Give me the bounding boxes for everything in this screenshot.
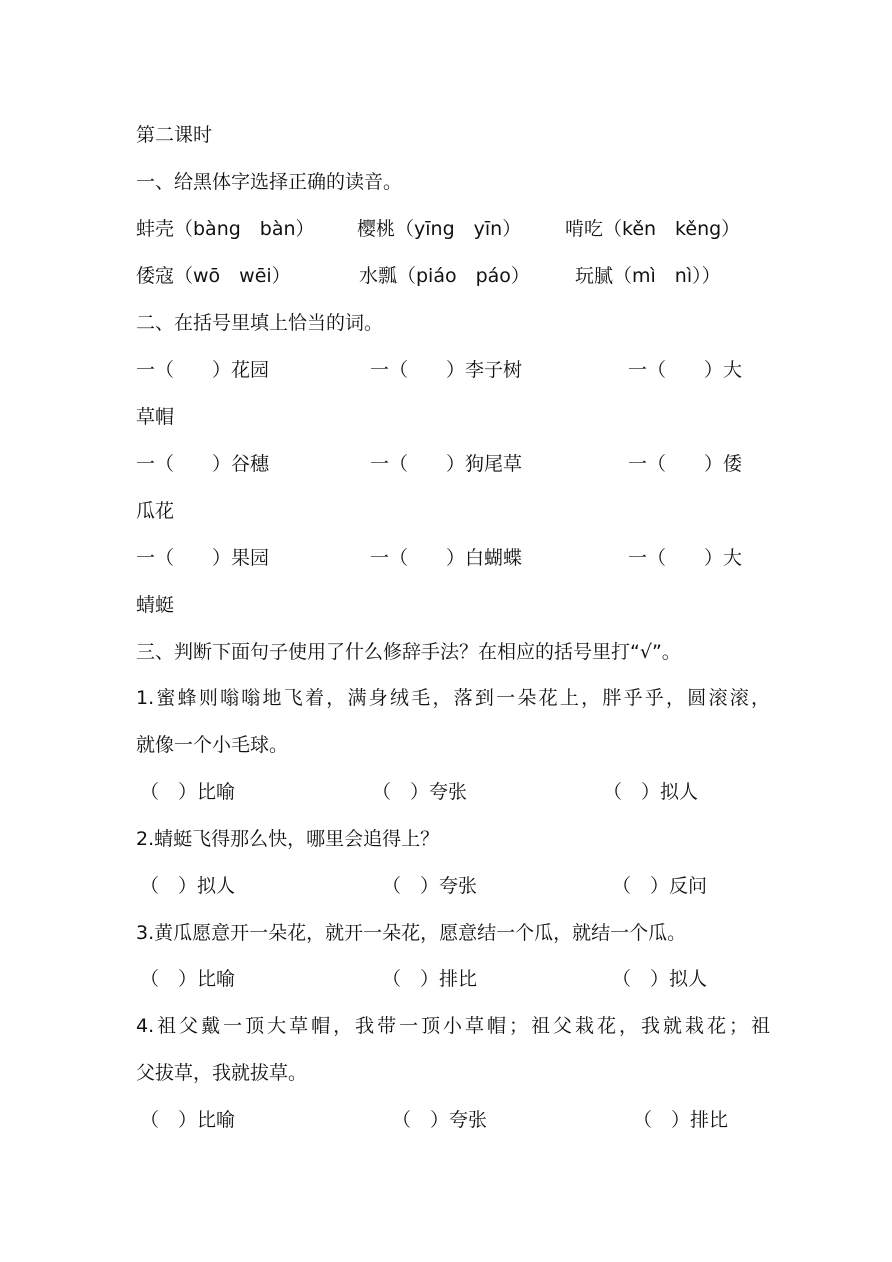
question-4-text: 4.祖父戴一顶大草帽，我带一顶小草帽；祖父栽花，我就栽花；祖	[136, 1015, 770, 1037]
pinyin-item: 樱桃（yīng yīn）	[357, 218, 522, 240]
fill-blank-item: 一（ ）倭	[628, 453, 743, 475]
fill-blank-wrap: 蜻蜓	[136, 594, 175, 616]
option-item: （ ）拟人	[140, 875, 236, 897]
pinyin-item: 玩腻（mì nì））	[575, 265, 721, 287]
option-item: （ ）拟人	[603, 781, 699, 803]
question-1-text: 1.蜜蜂则嗡嗡地飞着，满身绒毛，落到一朵花上，胖乎乎，圆滚滚，	[136, 687, 770, 709]
question-1-text-cont: 就像一个小毛球。	[136, 734, 289, 756]
lesson-title: 第二课时	[136, 124, 213, 146]
option-item: （ ）比喻	[140, 781, 236, 803]
option-item: （ ）夸张	[372, 781, 468, 803]
fill-blank-item: 一（ ）大	[628, 359, 743, 381]
pinyin-item: 倭寇（wō wēi）	[136, 265, 291, 287]
option-item: （ ）夸张	[392, 1109, 488, 1131]
option-item: （ ）排比	[382, 968, 478, 990]
fill-blank-item: 一（ ）白蝴蝶	[370, 547, 523, 569]
option-item: （ ）排比	[633, 1109, 729, 1131]
fill-blank-item: 一（ ）果园	[136, 547, 270, 569]
option-item: （ ）拟人	[612, 968, 708, 990]
fill-blank-wrap: 草帽	[136, 406, 175, 428]
section1-heading: 一、给黑体字选择正确的读音。	[136, 171, 403, 193]
pinyin-item: 啃吃（kěn kěng）	[565, 218, 741, 240]
option-item: （ ）比喻	[140, 1109, 236, 1131]
section2-heading: 二、在括号里填上恰当的词。	[136, 312, 384, 334]
pinyin-item: 蚌壳（bàng bàn）	[136, 218, 315, 240]
option-item: （ ）夸张	[382, 875, 478, 897]
fill-blank-item: 一（ ）李子树	[370, 359, 523, 381]
fill-blank-item: 一（ ）大	[628, 547, 743, 569]
option-item: （ ）反问	[612, 875, 708, 897]
question-2-text: 2.蜻蜓飞得那么快，哪里会追得上？	[136, 828, 440, 850]
pinyin-item: 水瓢（piáo páo）	[359, 265, 530, 287]
option-item: （ ）比喻	[140, 968, 236, 990]
fill-blank-item: 一（ ）狗尾草	[370, 453, 523, 475]
fill-blank-item: 一（ ）花园	[136, 359, 270, 381]
section3-heading: 三、判断下面句子使用了什么修辞手法？在相应的括号里打“√”。	[136, 641, 681, 663]
question-3-text: 3.黄瓜愿意开一朵花，就开一朵花，愿意结一个瓜，就结一个瓜。	[136, 922, 687, 944]
question-4-text-cont: 父拔草，我就拔草。	[136, 1062, 308, 1084]
fill-blank-item: 一（ ）谷穗	[136, 453, 270, 475]
fill-blank-wrap: 瓜花	[136, 500, 175, 522]
